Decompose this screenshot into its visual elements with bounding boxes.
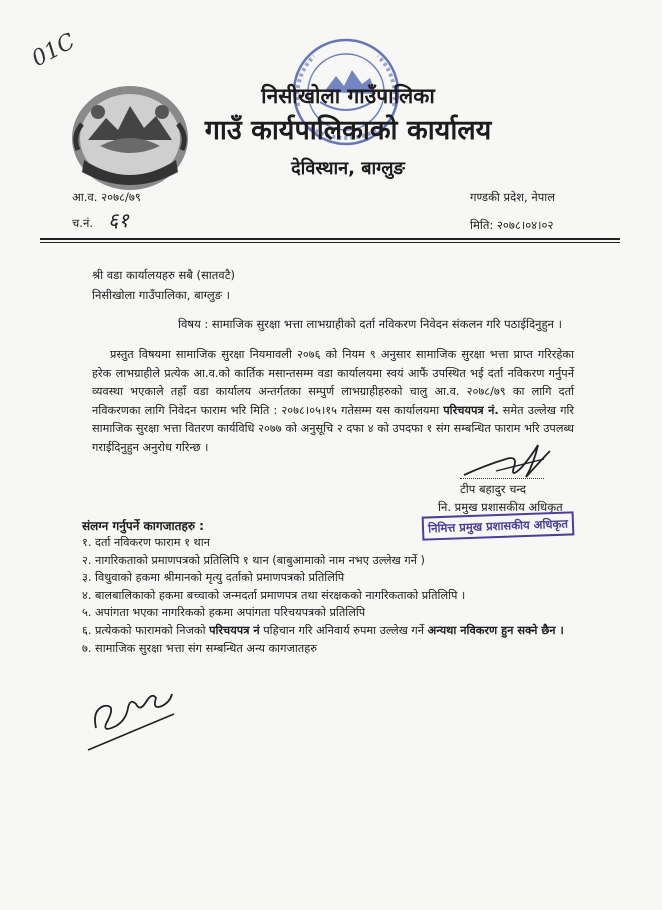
province-label: गण्डकी प्रदेश, नेपाल xyxy=(470,190,556,204)
attachment-item: ४. बालबालिकाको हकमा बच्चाको जन्मदर्ता प्रमाणपत्र तथा संरक्षकको नागरिकताको प्रतिलिपि । xyxy=(82,588,466,602)
fiscal-year: आ.व. २०७८/७९ xyxy=(72,190,141,204)
bottom-signature-icon xyxy=(82,680,182,752)
recipient-block xyxy=(92,265,235,305)
subject-line: विषय : सामाजिक सुरक्षा भत्ता लाभग्राहीको दर्ता नविकरण निवेदन संकलन गरि पठाईदिनुहुन । xyxy=(178,317,562,331)
body-text-part-1: प्रस्तुत विषयमा सामाजिक सुरक्षा नियमावली २०७६ को नियम ९ अनुसार सामाजिक सुरक्षा भत्ता प्राप्त गरिरहेका हरेक लाभग्राहीले प्रत्येक आ.व.को कार्तिक मसान्तसम्म वडा कार्यालयमा स्वयं आफैं उपस्थित भई दर्ता नविकरण गर्नुपर्ने व्यवस्था भएकाले तहाँ वडा कार्यालय अन्तर्गतका सम्पुर्ण लाभग्राहीहरुको चालु आ.व. २०७८/७९ का लागि दर्ता नविकरणका लागि निवेदन फाराम भरि मिति : २०७८।०५।१५ गतेसम्म यस कार्यालयमा xyxy=(92,348,574,417)
body-bold-id-card: परिचयपत्र नं. xyxy=(443,403,499,417)
header-divider-thin xyxy=(40,242,620,243)
item6-part-2: पहिचान गरि अनिवार्य रुपमा उल्लेख गर्ने xyxy=(259,623,428,637)
attachment-item-6 xyxy=(82,622,574,640)
attachment-item: ७. सामाजिक सुरक्षा भत्ता संग सम्बन्धित अन्य कागजातहरु xyxy=(82,641,317,655)
signature-line xyxy=(460,478,544,479)
item6-part-1: ६. प्रत्येकको फारामको निजको xyxy=(82,623,210,637)
letter-date: मिति: २०७८।०४।०२ xyxy=(470,218,554,232)
reference-label: च.नं. xyxy=(72,216,93,230)
office-name: निसीखोला गाउँपालिका xyxy=(261,84,435,108)
attachment-item: १. दर्ता नविकरण फाराम १ थान xyxy=(82,536,210,549)
item6-bold-id-card: परिचयपत्र नं xyxy=(209,623,260,637)
attachment-item: २. नागरिकताको प्रमाणपत्रको प्रतिलिपि १ थान (बाबुआमाको नाम नभए उल्लेख गर्ने ) xyxy=(82,553,425,567)
signer-title: नि. प्रमुख प्रशासकीय अधिकृत xyxy=(438,500,563,514)
attachments-heading: संलग्न गर्नुपर्ने कागजातहरु : xyxy=(82,519,204,533)
header-divider xyxy=(40,238,620,240)
attachment-item: ५. अपांगता भएका नागरिकको हकमा अपांगता परिचयपत्रको प्रतिलिपि xyxy=(82,606,366,620)
office-location: देविस्थान, बाग्लुङ xyxy=(291,158,405,179)
officer-stamp: निमित्त प्रमुख प्रशासकीय अधिकृत xyxy=(422,511,575,540)
body-text-part-2: समेत उल्लेख गरि सामाजिक सुरक्षा भत्ता वितरण कार्यविधि २०७७ को अनुसूचि २ दफा ४ को उपदफा १ संग सम्बन्धित फाराम भरि उपलब्ध गराईदिनुहुन अनुरोध गरिन्छ । xyxy=(92,403,574,454)
attachment-item: ३. विधुवाको हकमा श्रीमानको मृत्यु दर्ताको प्रमाणपत्रको प्रतिलिपि xyxy=(82,571,345,585)
handwritten-reference-number: ६१ xyxy=(108,208,129,232)
signer-name: टीप बहादुर चन्द xyxy=(460,482,527,496)
recipient-line-2: निसीखोला गाउँपालिका, बाग्लुङ । xyxy=(92,288,231,302)
handwritten-corner-note: 01C xyxy=(28,28,80,73)
office-title: गाउँ कार्यपालिकाको कार्यालय xyxy=(204,115,492,146)
item6-bold-warning: अन्यथा नविकरण हुन सक्ने छैन । xyxy=(427,623,564,637)
attachments-list xyxy=(82,534,574,657)
recipient-line-1: श्री वडा कार्यालयहरु सबै (सातवटै) xyxy=(92,268,235,282)
